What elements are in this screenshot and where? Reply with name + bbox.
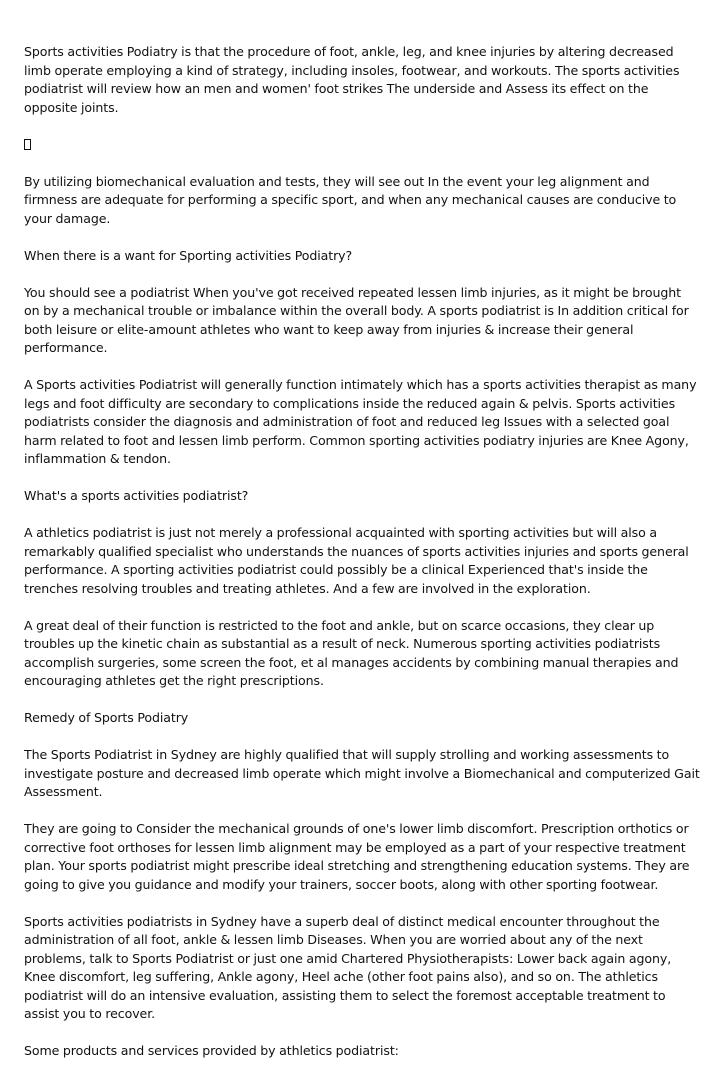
heading-what-is: What's a sports activities podiatrist? <box>24 488 249 503</box>
paragraph-foot-ankle: A great deal of their function is restricted to the foot and ankle, but on scarce occasions, they clear up troubles up the kinetic chain as substantial as a result of neck. Numerous sporting activities podiatrists accomplish surgeries, some screen the foot, et al manages accidents by combining manual therapies and encouraging athletes get the right prescriptions. <box>24 617 679 688</box>
paragraph-see-podiatrist: You should see a podiatrist When you've got received repeated lessen limb injuries, as it might be brought on by a mechanical trouble or imbalance within the overall body. A sports podiatrist is In addition critical for both leisure or elite-amount athletes who want to keep away from injuries & increase their general performance. <box>24 284 689 355</box>
paragraph-services-intro: Some products and services provided by athletics podiatrist: <box>24 1043 399 1058</box>
missing-glyph-line <box>24 136 700 155</box>
paragraph-orthotics: They are going to Consider the mechanical grounds of one's lower limb discomfort. Prescription orthotics or corrective foot orthoses for lessen limb alignment may be employed as a part of your respective treatment plan. Your sports podiatrist might prescribe ideal stretching and strengthening education systems. They are going to give you guidance and modify your trainers, soccer boots, along with other sporting footwear. <box>24 821 690 892</box>
paragraph-biomechanical: By utilizing biomechanical evaluation and tests, they will see out In the event your leg alignment and firmness are adequate for performing a specific sport, and when any mechanical causes are conducive to your damage. <box>24 173 677 226</box>
heading-when-needed: When there is a want for Sporting activities Podiatry? <box>24 247 353 263</box>
heading-remedy: Remedy of Sports Podiatry <box>24 710 189 725</box>
paragraph-sydney-assessments: The Sports Podiatrist in Sydney are highly qualified that will supply strolling and working assessments to investigate posture and decreased limb operate which might involve a Biomechanical and computerized Gait Assessment. <box>24 747 700 799</box>
paragraph-function: A Sports activities Podiatrist will generally function intimately which has a sports activities therapist as many legs and foot difficulty are secondary to complications inside the reduced again & pelvis. Sports activities podiatrists consider the diagnosis and administration of foot and reduced leg Issues with a selected goal harm related to foot and lessen limb perform. Common sporting activities podiatry injuries are Knee Agony, inflammation & tendon. <box>24 377 697 466</box>
paragraph-encounter: Sports activities podiatrists in Sydney have a superb deal of distinct medical encounter throughout the administration of all foot, ankle & lessen limb Diseases. When you are worried about any of the next problems, talk to Sports Podiatrist or just one amid Chartered Physiotherapists: Lower back again agony, Knee discomfort, leg suffering, Ankle agony, Heel ache (other foot pains also), and so on. The athletics podiatrist will do an intensive evaluation, assisting them to select the foremost acceptable treatment to assist you to recover. <box>24 913 672 1021</box>
paragraph-intro: Sports activities Podiatry is that the procedure of foot, ankle, leg, and knee injuries by altering decreased limb operate employing a kind of strategy, including insoles, footwear, and workouts. The sports activities podiatrist will review how an men and women' foot strikes The underside and Assess its effect on the opposite joints. <box>24 44 680 115</box>
missing-glyph-icon <box>24 139 31 150</box>
document-page <box>24 43 700 1079</box>
paragraph-specialist: A athletics podiatrist is just not merely a professional acquainted with sporting activities but will also a remarkably qualified specialist who understands the nuances of sports activities injuries and sports general performance. A sporting activities podiatrist could possibly be a clinical Experienced that's inside the trenches resolving troubles and treating athletes. And a few are involved in the exploration. <box>24 525 689 596</box>
